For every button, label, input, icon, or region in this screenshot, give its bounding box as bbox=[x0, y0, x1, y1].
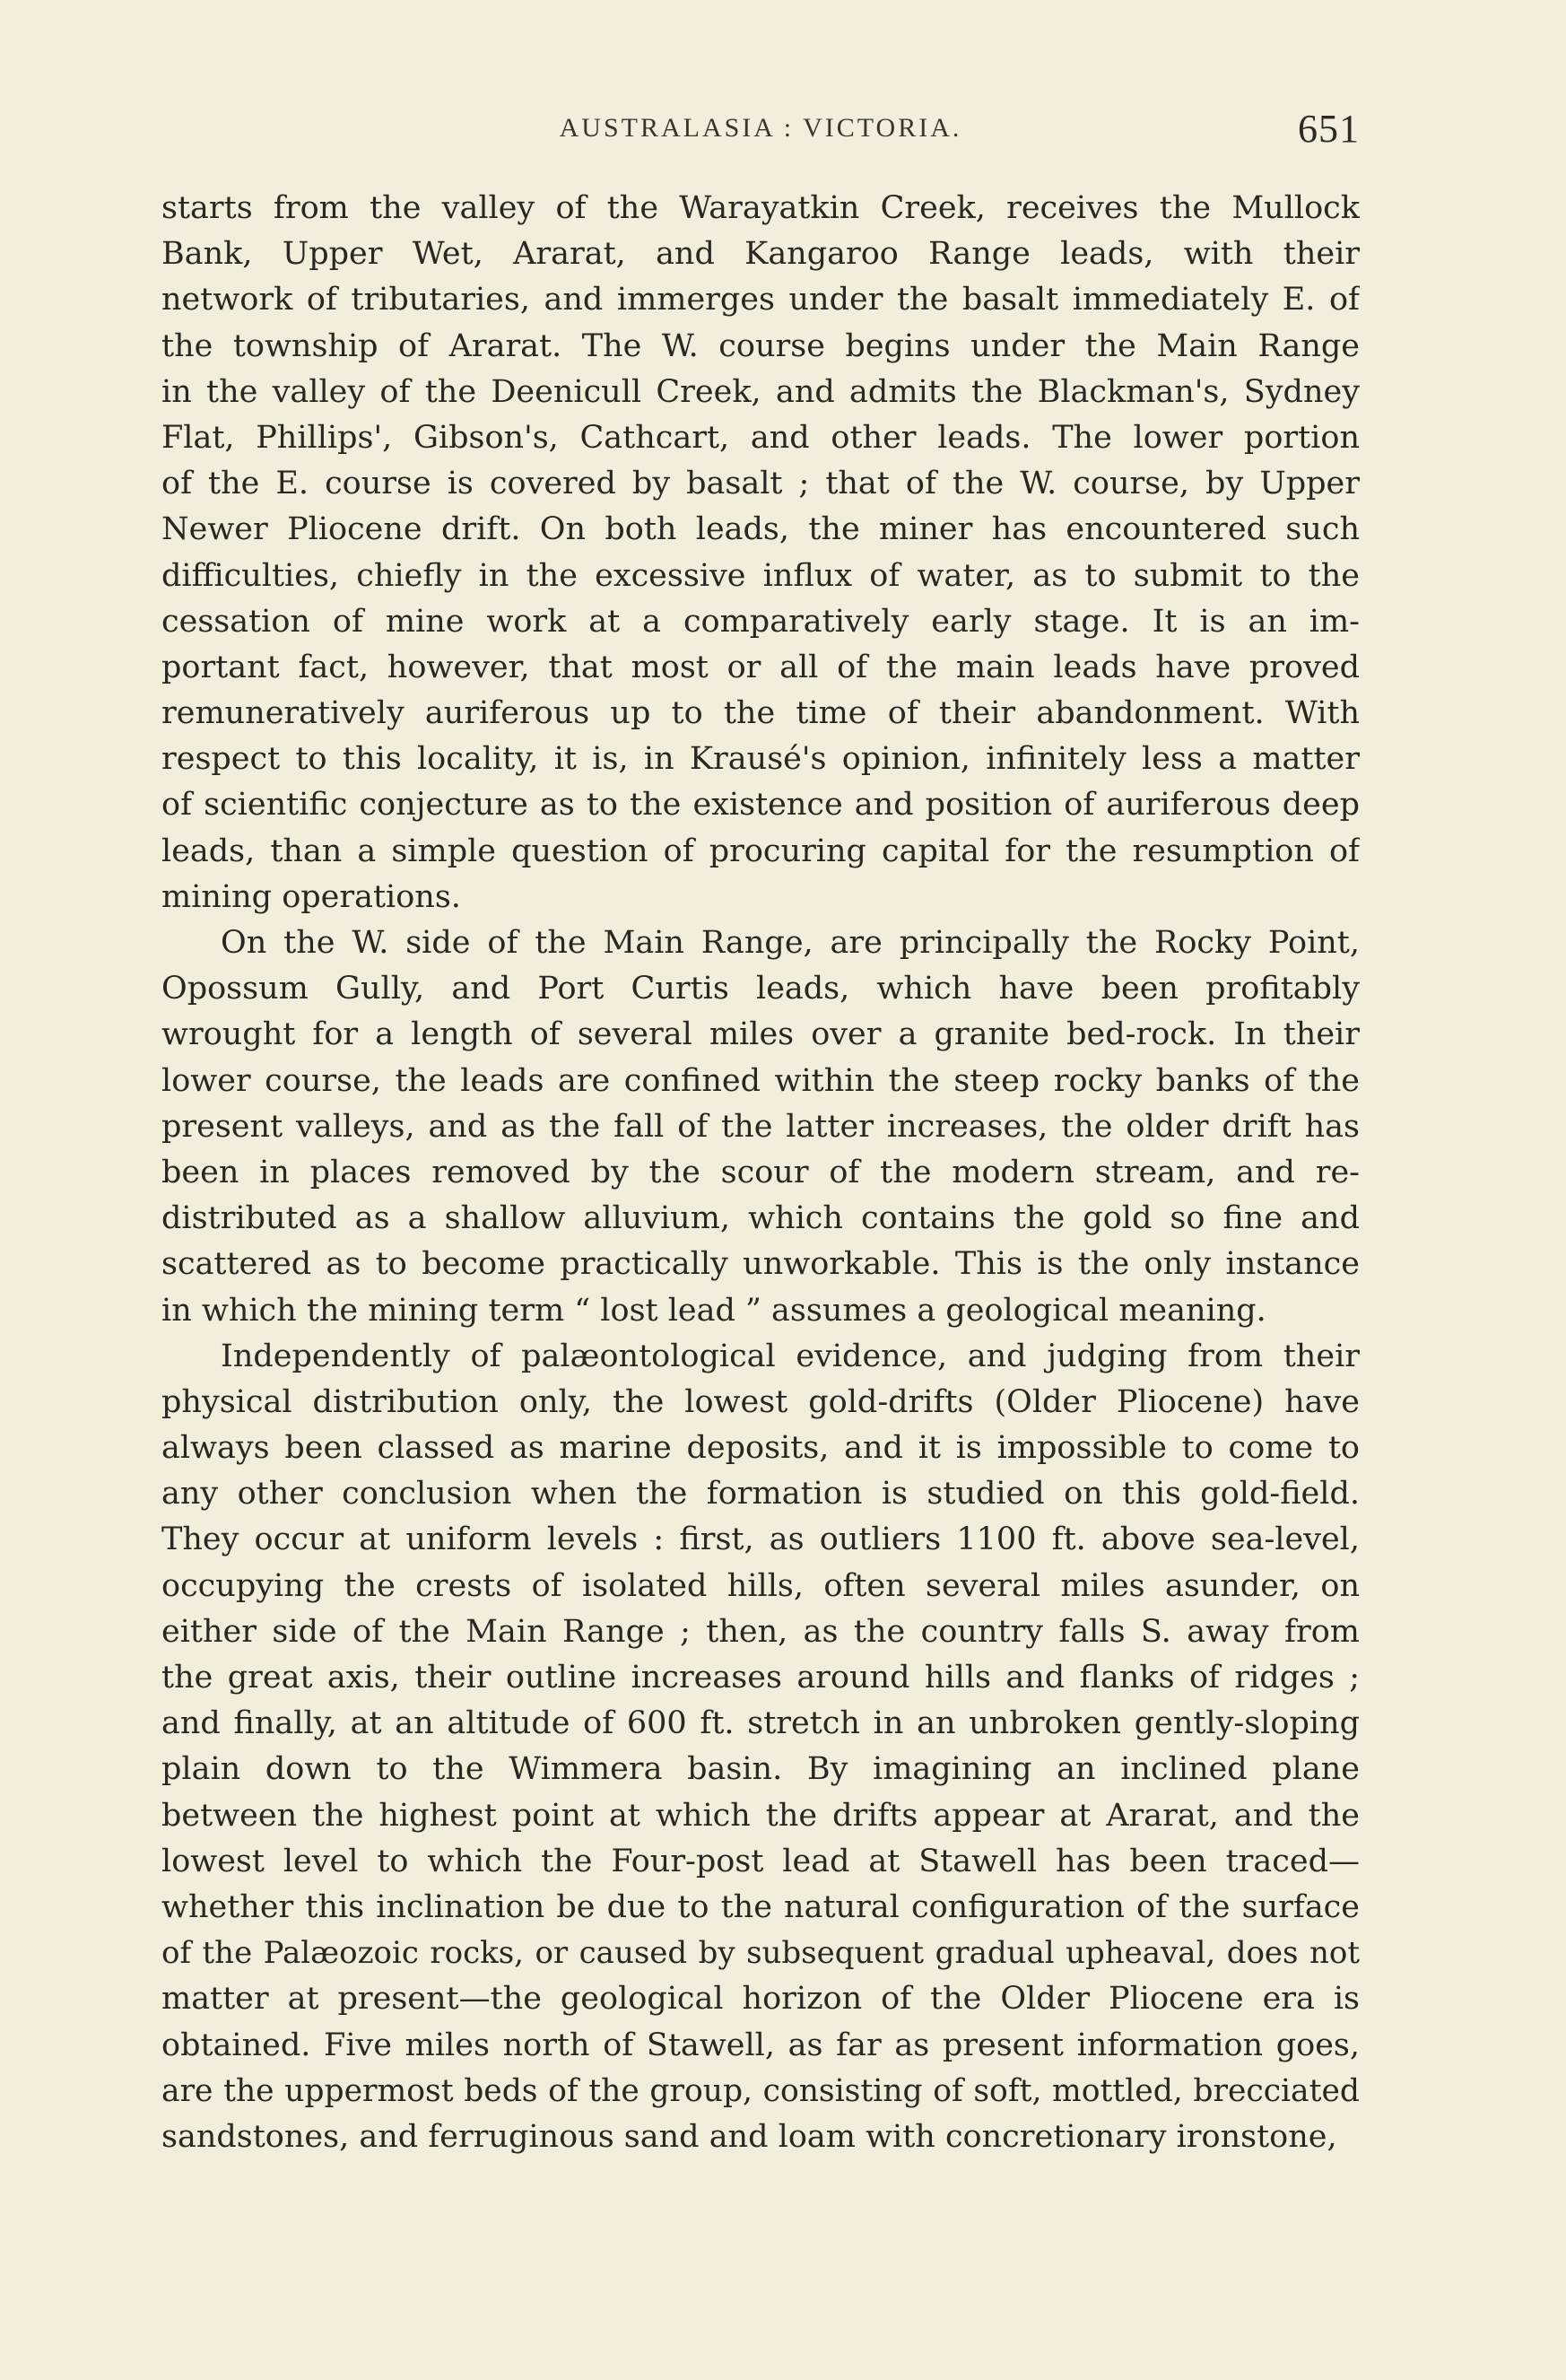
paragraph bbox=[161, 1334, 1360, 2160]
page-header bbox=[161, 106, 1360, 160]
text-line: any other conclusion when the formation is studied on this gold-field. bbox=[161, 1476, 1360, 1513]
text-line: lowest level to which the Four-post lead at Stawell has been traced— bbox=[161, 1843, 1360, 1879]
text-line: sandstones, and ferruginous sand and loam with concretionary ironstone, bbox=[161, 2118, 1337, 2155]
text-line: starts from the valley of the Warayatkin Creek, receives the Mullock bbox=[161, 190, 1360, 226]
body-text bbox=[161, 186, 1360, 2160]
text-line: of the Palæozoic rocks, or caused by subsequent gradual upheaval, does not bbox=[161, 1935, 1360, 1972]
text-line: matter at present—the geological horizon of the Older Pliocene era is bbox=[161, 1981, 1360, 2018]
text-line: been in places removed by the scour of the modern stream, and re- bbox=[161, 1154, 1360, 1190]
text-line: mining operations. bbox=[161, 878, 461, 915]
text-line: They occur at uniform levels : first, as outliers 1100 ft. above sea-level, bbox=[161, 1521, 1360, 1558]
text-line: present valleys, and as the fall of the latter increases, the older drift has bbox=[161, 1108, 1360, 1145]
text-line: lower course, the leads are confined within the steep rocky banks of the bbox=[161, 1062, 1360, 1099]
text-line: are the uppermost beds of the group, consisting of soft, mottled, brecciated bbox=[161, 2072, 1360, 2109]
text-line: Bank, Upper Wet, Ararat, and Kangaroo Range leads, with their bbox=[161, 236, 1360, 273]
paragraph bbox=[161, 920, 1360, 1334]
text-line: in which the mining term “ lost lead ” assumes a geological meaning. bbox=[161, 1292, 1266, 1329]
text-line: and finally, at an altitude of 600 ft. stretch in an unbroken gently-sloping bbox=[161, 1705, 1360, 1742]
text-line: physical distribution only, the lowest gold-drifts (Older Pliocene) have bbox=[161, 1383, 1360, 1420]
text-line: in the valley of the Deenicull Creek, and admits the Blackman's, Sydney bbox=[161, 373, 1360, 410]
text-line: Opossum Gully, and Port Curtis leads, which have been profitably bbox=[161, 971, 1360, 1007]
paragraph bbox=[161, 186, 1360, 920]
text-line: wrought for a length of several miles over a granite bed-rock. In their bbox=[161, 1016, 1360, 1053]
text-line: network of tributaries, and immerges under the basalt immediately E. of bbox=[161, 282, 1360, 318]
page-number: 651 bbox=[1298, 107, 1360, 151]
running-head: AUSTRALASIA : VICTORIA. bbox=[559, 113, 962, 143]
text-line: obtained. Five miles north of Stawell, as far as present information goes, bbox=[161, 2027, 1360, 2063]
text-line: of scientific conjecture as to the existence and position of auriferous deep bbox=[161, 787, 1360, 824]
text-line: occupying the crests of isolated hills, often several miles asunder, on bbox=[161, 1567, 1360, 1604]
text-line: On the W. side of the Main Range, are principally the Rocky Point, bbox=[221, 925, 1360, 961]
text-line: leads, than a simple question of procuring capital for the resumption of bbox=[161, 833, 1360, 869]
text-line: Independently of palæontological evidence, and judging from their bbox=[221, 1338, 1360, 1374]
text-line: Newer Pliocene drift. On both leads, the miner has encountered such bbox=[161, 511, 1360, 548]
text-line: the township of Ararat. The W. course begins under the Main Range bbox=[161, 327, 1360, 364]
text-line: remuneratively auriferous up to the time of their abandonment. With bbox=[161, 695, 1360, 732]
text-line: respect to this locality, it is, in Krausé's opinion, infinitely less a matter bbox=[161, 741, 1360, 778]
text-line: distributed as a shallow alluvium, which contains the gold so fine and bbox=[161, 1200, 1360, 1237]
text-line: Flat, Phillips', Gibson's, Cathcart, and other leads. The lower portion bbox=[161, 419, 1360, 456]
text-line: between the highest point at which the drifts appear at Ararat, and the bbox=[161, 1797, 1360, 1834]
text-line: portant fact, however, that most or all of the main leads have proved bbox=[161, 649, 1360, 685]
text-line: the great axis, their outline increases around hills and flanks of ridges ; bbox=[161, 1660, 1360, 1696]
text-line: whether this inclination be due to the natural configuration of the surface bbox=[161, 1888, 1360, 1925]
text-line: difficulties, chiefly in the excessive influx of water, as to submit to the bbox=[161, 557, 1360, 594]
text-line: scattered as to become practically unworkable. This is the only instance bbox=[161, 1246, 1360, 1283]
text-line: plain down to the Wimmera basin. By imagining an inclined plane bbox=[161, 1751, 1360, 1788]
text-line: always been classed as marine deposits, and it is impossible to come to bbox=[161, 1430, 1360, 1467]
text-line: cessation of mine work at a comparatively early stage. It is an im- bbox=[161, 603, 1360, 640]
text-line: of the E. course is covered by basalt ; that of the W. course, by Upper bbox=[161, 466, 1360, 502]
text-line: either side of the Main Range ; then, as the country falls S. away from bbox=[161, 1613, 1360, 1650]
